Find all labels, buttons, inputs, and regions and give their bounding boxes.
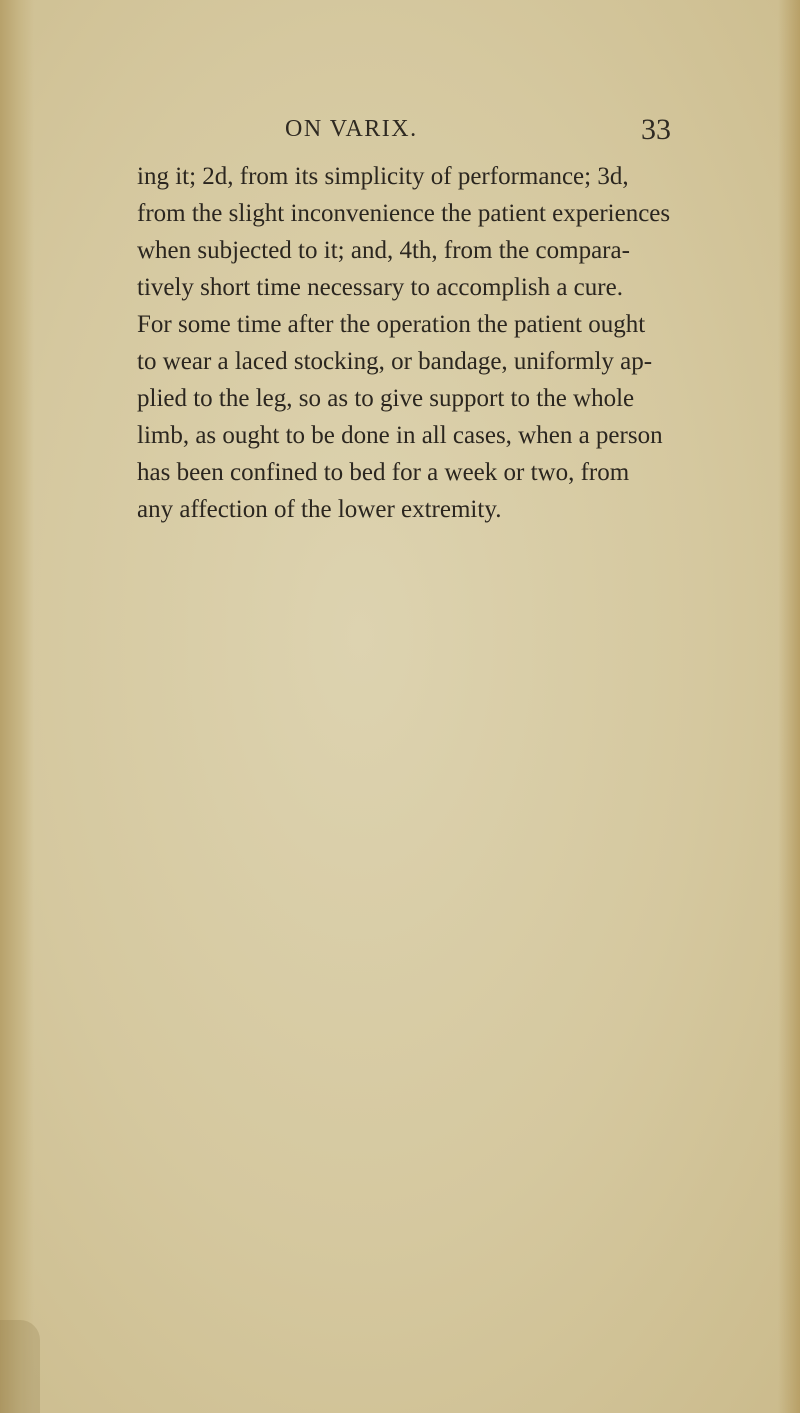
running-head — [0, 113, 800, 156]
text-line: For some time after the operation the patient ought — [137, 311, 646, 338]
text-line: when subjected to it; and, 4th, from the compara- — [137, 237, 630, 264]
text-line: tively short time necessary to accomplish a cure. — [137, 274, 623, 301]
page-number: 33 — [641, 113, 671, 146]
text-line: to wear a laced stocking, or bandage, uniformly ap- — [137, 348, 653, 375]
paper-stain — [0, 1320, 40, 1413]
page-title: ON VARIX. — [285, 116, 418, 142]
text-line: ing it; 2d, from its simplicity of performance; 3d, — [137, 163, 629, 190]
text-line: plied to the leg, so as to give support to the whole — [137, 385, 635, 412]
text-line: from the slight inconvenience the patient experiences — [137, 200, 671, 227]
text-line: has been confined to bed for a week or two, from — [137, 459, 630, 486]
text-line: limb, as ought to be done in all cases, when a person — [137, 422, 663, 449]
body-paragraph — [137, 158, 697, 528]
text-line: any affection of the lower extremity. — [137, 496, 502, 523]
